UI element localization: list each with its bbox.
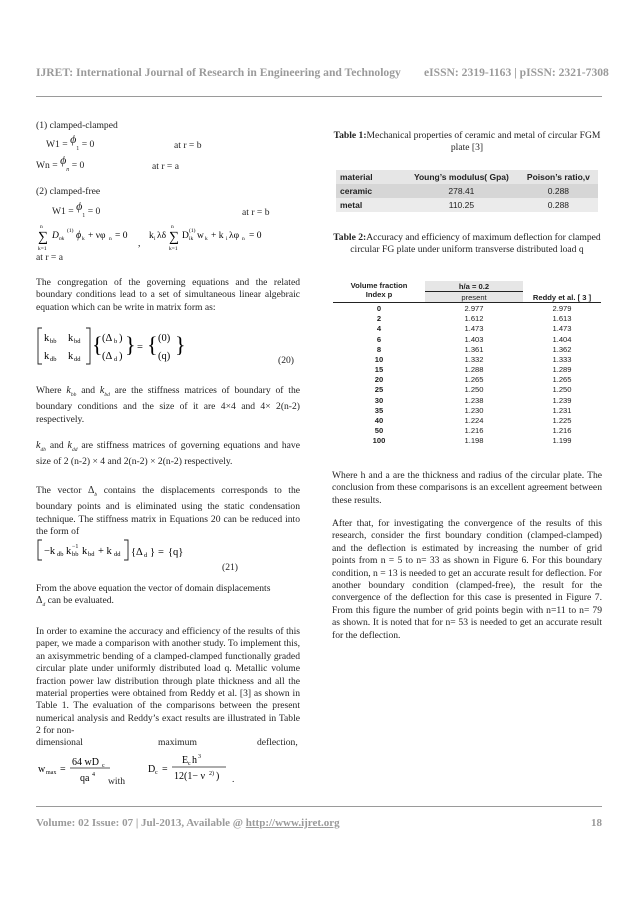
page-footer	[36, 817, 602, 829]
svg-text:(q): (q)	[158, 351, 171, 362]
table1-cell: 0.288	[547, 200, 570, 210]
svg-text:λδ: λδ	[157, 231, 167, 241]
table-row	[333, 324, 601, 334]
table-row	[333, 426, 601, 436]
paragraph-convergence: After that, for investigating the convergence of the results of this research, consider the first boundary condition (clamped-clamped) and the deflection is estimated by increasing the number of grid points from n = 5 to n= 33 as shown in Figure 6. For this boundary condition, n = 13 is needed to get an accurate result for deflection. For another boundary condition (clamped-free), the result for the convergence of the deflection for this case is presented in Figure 7. From this figure the number of grid points begin with n=11 to n= 79 as shown. It is noted that for n= 53 is needed to get an accurate result for the deflection.	[332, 518, 602, 641]
svg-text:h: h	[192, 755, 197, 766]
table2-cell: 1.332	[464, 354, 484, 364]
table2-cell: 1.612	[464, 314, 484, 324]
table2-cell: 1.230	[464, 405, 484, 415]
svg-text:db: db	[50, 356, 57, 363]
svg-text:k: k	[68, 351, 74, 362]
table2-header-ratio: h/a = 0.2	[425, 281, 523, 292]
table2-cell: 25	[374, 385, 384, 395]
svg-text:n: n	[242, 236, 245, 242]
svg-text:= 0: = 0	[115, 231, 128, 241]
svg-text:k: k	[82, 236, 85, 242]
paragraph-conclusion: Where h and a are the thickness and radius of the circular plate. The conclusion from these comparisons is an excellent agreement between these results.	[332, 470, 602, 506]
svg-text:=: =	[137, 342, 143, 353]
footer-rule	[36, 806, 602, 807]
table-row	[333, 334, 601, 344]
word-with: with	[108, 776, 126, 787]
journal-issn: eISSN: 2319-1163 | pISSN: 2321-7308	[424, 66, 609, 79]
svg-text:(1): (1)	[189, 228, 196, 234]
bc1-eq2-at: at r = a	[152, 161, 179, 172]
svg-text:E: E	[182, 755, 189, 766]
table-row	[333, 395, 601, 405]
table2-cell: 15	[374, 365, 384, 375]
svg-text:d: d	[114, 356, 118, 363]
table2-caption: Table 2:Accuracy and efficiency of maximum deflection for clamped circular FG plate under uniform transverse distributed load q	[333, 232, 601, 256]
bc2-eq1-at: at r = b	[242, 207, 270, 218]
table2-cell: 1.289	[552, 365, 572, 375]
page-number: 18	[591, 817, 602, 829]
svg-text:λφ: λφ	[229, 231, 240, 241]
table2-cell: 1.362	[552, 344, 572, 354]
svg-text:D: D	[182, 231, 189, 241]
table-row	[333, 436, 601, 446]
svg-text:w: w	[38, 764, 46, 775]
svg-text:2): 2)	[209, 771, 214, 777]
svg-text:{: {	[92, 332, 103, 357]
svg-text:nk: nk	[59, 236, 65, 242]
svg-text:,: ,	[138, 239, 141, 249]
table2-header-present: present	[425, 292, 523, 303]
table-row	[333, 365, 601, 375]
svg-text:c: c	[102, 763, 105, 769]
table2-cell: 4	[376, 324, 382, 334]
svg-text:ϕ: ϕ	[76, 230, 82, 241]
paragraph-comparison: In order to examine the accuracy and efficiency of the results of this paper, we made a comparison with another study. To implement this, an axisymmetric bending of a clamped-clamped functionally graded circular plate under uniformly distributed load q. Metallic volume fraction power law distribution through plate thickness and all the material properties were obtained from Reddy et al. [3] as shown in Table 1. The evaluation of the comparisons between the present numerical analysis and Reddy’s exact results are illustrated in Table 2 for non-	[36, 626, 300, 737]
svg-text:−k: −k	[44, 546, 56, 557]
svg-text:(Δ: (Δ	[102, 351, 113, 362]
table2-cell: 8	[376, 344, 382, 354]
svg-text:bd: bd	[88, 551, 95, 558]
table1-header-row	[336, 170, 598, 184]
svg-text:{q}: {q}	[168, 547, 184, 558]
table2-cell: 1.198	[464, 436, 484, 446]
svg-text:}: }	[175, 332, 186, 357]
table2-header-row	[333, 281, 601, 292]
svg-text:n: n	[109, 236, 112, 242]
svg-text:max: max	[46, 770, 57, 776]
bc1-eq1: $W1 = \phi_1 = 0$	[46, 132, 95, 152]
svg-text:i: i	[226, 236, 228, 242]
equation-20-number: (20)	[278, 355, 294, 366]
svg-text:}: }	[150, 547, 156, 558]
table-row	[336, 198, 598, 212]
formula-period: .	[232, 774, 235, 785]
wmax-formula	[36, 750, 236, 790]
table2-cell: 1.199	[552, 436, 572, 446]
svg-text:(1): (1)	[67, 228, 74, 234]
table1-cell: 0.288	[547, 186, 570, 196]
table1-caption: Table 1:Mechanical properties of ceramic and metal of circular FGM plate [3]	[333, 130, 601, 154]
table2-cell: 1.288	[464, 365, 484, 375]
paragraph-congregation: The congregation of the governing equations and the related boundary conditions lead to a set of simultaneous linear algebraic equation which can be write in matrix form as:	[36, 277, 300, 313]
table1-header: material	[340, 172, 373, 182]
table2-cell: 1.403	[464, 334, 484, 344]
svg-text:): )	[216, 771, 220, 782]
svg-text:c: c	[155, 770, 158, 776]
table2-cell: 1.216	[464, 426, 484, 436]
table-row	[336, 184, 598, 198]
table2-cell: 1.333	[552, 354, 572, 364]
svg-text:k=1: k=1	[169, 246, 178, 252]
svg-text:): )	[119, 351, 123, 362]
svg-text:{: {	[147, 332, 158, 357]
svg-text:+ νφ: + νφ	[88, 231, 106, 241]
svg-text:n: n	[171, 224, 174, 230]
table2-body	[333, 303, 601, 446]
svg-text:k: k	[44, 333, 50, 344]
table2-cell: 1.250	[464, 385, 484, 395]
svg-text:k: k	[68, 333, 74, 344]
journal-header	[36, 66, 609, 79]
table2-cell: 50	[374, 426, 384, 436]
table2-cell: 1.265	[464, 375, 484, 385]
svg-text:k: k	[44, 351, 50, 362]
svg-text:k: k	[149, 231, 154, 241]
svg-text:k: k	[82, 546, 88, 557]
table2-header-index: Volume fraction Index p	[333, 281, 425, 303]
table2-cell: 1.250	[552, 385, 572, 395]
table2-cell: 100	[372, 436, 386, 446]
paragraph-domain: From the above equation the vector of domain displacements $\Delta_d$ can be evaluated.	[36, 583, 271, 609]
table1-cell: 278.41	[448, 186, 475, 196]
svg-text:w: w	[197, 231, 204, 241]
table2-cell: 1.404	[552, 334, 572, 344]
svg-text:(Δ: (Δ	[102, 333, 113, 344]
bc2-sum-equation	[36, 220, 306, 254]
paragraph-kdb: $k_{db}$ and $k_{dd}$ are stiffness matrices of governing equations and have size of 2 (n-2) × 4 and 2(n-2) × 2(n-2) respectively.	[36, 440, 300, 468]
table2-cell: 1.473	[464, 324, 484, 334]
svg-text:): )	[119, 333, 123, 344]
table2-cell: 30	[374, 395, 384, 405]
table2-cell: 2	[376, 314, 382, 324]
bc1-eq1-at: at r = b	[174, 140, 202, 151]
table2-cell: 1.216	[552, 426, 572, 436]
svg-text:n: n	[40, 224, 43, 230]
svg-text:k: k	[205, 236, 208, 242]
table2-cell: 0	[376, 303, 382, 313]
svg-text:(0): (0)	[158, 333, 171, 344]
bc2-eq1: $W1 = \phi_1 = 0$	[52, 199, 101, 219]
table2	[333, 281, 601, 446]
table2-cell: 1.225	[552, 416, 572, 426]
table1-cell: metal	[340, 200, 363, 210]
svg-text:db: db	[57, 551, 64, 558]
table-row	[333, 314, 601, 324]
svg-text:=: =	[162, 764, 168, 775]
svg-text:qa: qa	[80, 773, 90, 784]
table-row	[333, 344, 601, 354]
svg-text:−1: −1	[72, 544, 79, 550]
table1-header: Young’s modulus( Gpa)	[413, 172, 509, 182]
table2-cell: 1.224	[464, 416, 484, 426]
table2-header-reddy: Reddy et al. [ 3 ]	[523, 281, 601, 303]
word-maximum: maximum	[158, 737, 197, 748]
table2-cell: 1.265	[552, 375, 572, 385]
svg-text:bb: bb	[72, 551, 79, 558]
svg-text:D: D	[148, 764, 156, 775]
svg-text:dd: dd	[74, 356, 81, 363]
table1-header: Poison’s ratio,v	[526, 172, 590, 182]
svg-text:3: 3	[198, 754, 201, 760]
bc1-title: (1) clamped-clamped	[36, 120, 118, 131]
table2-cell: 40	[374, 416, 384, 426]
svg-text:D: D	[52, 231, 59, 241]
equation-20	[36, 326, 246, 368]
svg-text:4: 4	[92, 772, 95, 778]
table2-cell: 2.977	[464, 303, 484, 313]
table2-cell: 1.238	[464, 395, 484, 405]
table2-cell: 2.979	[552, 303, 572, 313]
svg-text:12(1− ν: 12(1− ν	[174, 771, 205, 782]
table-row	[333, 375, 601, 385]
bc1-eq2: $Wn = \phi_n = 0$	[36, 153, 85, 173]
svg-text:d: d	[144, 552, 148, 559]
footer-volume: Volume: 02 Issue: 07 | Jul-2013, Available @	[36, 817, 244, 829]
table1-cell: ceramic	[340, 186, 373, 196]
table2-cell: 20	[374, 375, 384, 385]
word-deflection: deflection,	[257, 737, 298, 748]
bc2-at: at r = a	[36, 252, 63, 263]
paragraph-kbb: Where $k_{bb}$ and $k_{bd}$ are the stiffness matrices of boundary of the boundary conditions and the size of it are 4×4 and 4× 2(n-2) respectively.	[36, 385, 301, 425]
svg-text:+ k: + k	[211, 231, 224, 241]
table-row	[333, 303, 601, 314]
svg-text:{Δ: {Δ	[131, 547, 143, 558]
footer-link[interactable]: http://www.ijret.org	[245, 817, 340, 829]
table2-cell: 35	[374, 405, 384, 415]
table2-cell: 6	[376, 334, 382, 344]
table2-cell: 10	[374, 354, 384, 364]
table1-cell: 110.25	[448, 200, 475, 210]
equation-21-number: (21)	[222, 562, 238, 573]
svg-text:bd: bd	[74, 338, 81, 345]
table2-cell: 1.231	[552, 405, 572, 415]
table-row	[333, 415, 601, 425]
bc2-title: (2) clamped-free	[36, 186, 101, 197]
paragraph-vector: The vector $\Delta_b$ contains the displacements corresponds to the boundary points and is eliminated using the static condensation technique. The stiffness matrix in Equations 20 can be reduced into the form of	[36, 485, 300, 538]
svg-text:∑: ∑	[169, 230, 179, 245]
svg-text:c: c	[188, 761, 191, 767]
journal-title: IJRET: International Journal of Research in Engineering and Technology	[36, 66, 401, 79]
table1	[336, 170, 598, 212]
table2-cell: 1.361	[464, 344, 484, 354]
word-dimensional: dimensional	[36, 737, 83, 748]
equation-21	[36, 538, 236, 564]
svg-text:=: =	[158, 547, 164, 558]
header-rule	[36, 96, 602, 97]
svg-text:=: =	[60, 764, 66, 775]
svg-text:k: k	[66, 546, 72, 557]
svg-text:b: b	[114, 338, 118, 345]
table-row	[333, 354, 601, 364]
svg-text:∑: ∑	[38, 230, 48, 245]
svg-text:= 0: = 0	[249, 231, 262, 241]
table-row	[333, 405, 601, 415]
table2-cell: 1.239	[552, 395, 572, 405]
svg-text:i: i	[154, 236, 156, 242]
svg-text:bb: bb	[50, 338, 57, 345]
svg-text:64 wD: 64 wD	[72, 757, 99, 768]
table2-cell: 1.473	[552, 324, 572, 334]
table-row	[333, 385, 601, 395]
svg-text:k=1: k=1	[38, 246, 47, 252]
svg-text:}: }	[125, 332, 136, 357]
svg-text:+ k: + k	[98, 546, 112, 557]
svg-text:ik: ik	[189, 236, 194, 242]
table2-cell: 1.613	[552, 314, 572, 324]
svg-text:dd: dd	[114, 551, 121, 558]
